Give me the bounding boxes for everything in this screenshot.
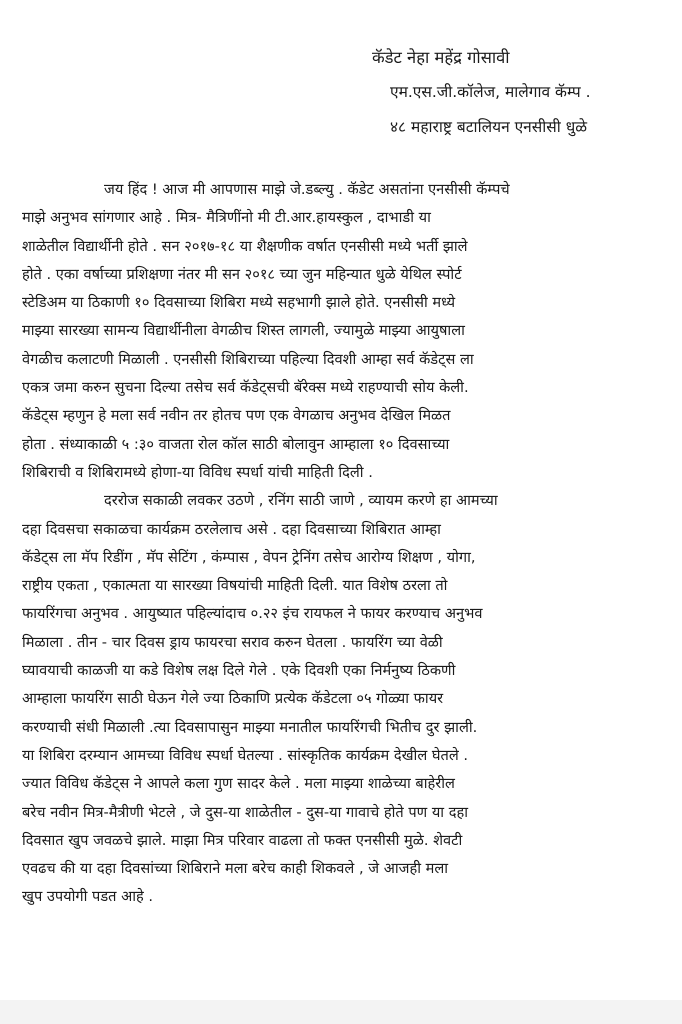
paragraph-line: कॅडेट्स ला मॅप रिडींग , मॅप सेटिंग , कंम्पास , वेपन ट्रेनिंग तसेच आरोग्य शिक्षण , योगा,	[22, 548, 476, 566]
author-name: कॅडेट नेहा महेंद्र गोसावी	[372, 48, 510, 67]
paragraph-line: फायरिंगचा अनुभव . आयुष्यात पहिल्यांदाच ०.२२ इंच रायफल ने फायर करण्याच अनुभव	[22, 605, 483, 623]
paragraph-line: जय हिंद ! आज मी आपणास माझे जे.डब्ल्यु . कॅडेट असतांना एनसीसी कॅम्पचे	[104, 181, 510, 198]
author-battalion: ४८ महाराष्ट्र बटालियन एनसीसी धुळे	[390, 118, 588, 136]
author-header	[372, 40, 672, 145]
paragraph-line: शिबिराची व शिबिरामध्ये होणा-या विविध स्पर्धा यांची माहिती दिली .	[22, 463, 373, 481]
author-college: एम.एस.जी.कॉलेज, मालेगाव कॅम्प .	[390, 83, 591, 101]
paragraph-line: दिवसात खुप जवळचे झाले. माझा मित्र परिवार वाढला तो फक्त एनसीसी मुळे. शेवटी	[22, 831, 463, 849]
paragraph-line: घ्यावयाची काळजी या कडे विशेष लक्ष दिले गेले . एके दिवशी एका निर्मनुष्य ठिकणी	[22, 662, 456, 680]
paragraph-line: दररोज सकाळी लवकर उठणे , रनिंग साठी जाणे , व्यायम करणे हा आमच्या	[104, 492, 498, 510]
paragraph-line: कॅडेट्स म्हणुन हे मला सर्व नवीन तर होतच पण एक वेगळाच अनुभव देखिल मिळत	[22, 407, 451, 425]
paragraph-line: करण्याची संधी मिळाली .त्या दिवसापासुन माझ्या मनातील फायरिंगची भितीच दुर झाली.	[22, 718, 478, 736]
paragraph-line: दहा दिवसचा सकाळचा कार्यक्रम ठरलेलाच असे . दहा दिवसाच्या शिबिरात आम्हा	[22, 520, 441, 538]
paragraph-line: मिळाला . तीन - चार दिवस ड्राय फायरचा सराव करुन घेतला . फायरिंग च्या वेळी	[22, 633, 443, 651]
paragraph-line: माझे अनुभव सांगणार आहे . मित्र- मैत्रिणींनो मी टी.आर.हायस्कुल , दाभाडी या	[22, 209, 431, 227]
paragraph-line: होता . संध्याकाळी ५ :३० वाजता रोल कॉल साठी बोलावुन आम्हाला १० दिवसाच्या	[22, 435, 450, 453]
essay-body	[22, 176, 662, 912]
paragraph-line: या शिबिरा दरम्यान आमच्या विविध स्पर्धा घेतल्या . सांस्कृतिक कार्यक्रम देखील घेतले .	[22, 746, 468, 764]
paragraph-line: शाळेतील विद्यार्थीनी होते . सन २०१७-१८ या शैक्षणीक वर्षात एनसीसी मध्ये भर्ती झाले	[22, 237, 468, 255]
paragraph-line: ज्यात विविध कॅडेट्स ने आपले कला गुण सादर केले . मला माझ्या शाळेच्या बाहेरील	[22, 775, 455, 793]
paragraph-line: होते . एका वर्षाच्या प्रशिक्षणा नंतर मी सन २०१८ च्या जुन महिन्यात धुळे येथिल स्पोर्ट	[22, 265, 462, 283]
paragraph-line: माझ्या सारख्या सामन्य विद्यार्थीनीला वेगळीच शिस्त लागली, ज्यामुळे माझ्या आयुषाला	[22, 322, 465, 340]
paragraph-line: एकत्र जमा करुन सुचना दिल्या तसेच सर्व कॅडेट्सची बॅरेक्स मध्ये राहण्याची सोय केली.	[22, 379, 469, 397]
paragraph-line: बरेच नवीन मित्र-मैत्रीणी भेटले , जे दुस-या शाळेतील - दुस-या गावाचे होते पण या दहा	[22, 803, 468, 821]
paragraph-line: राष्ट्रीय एकता , एकात्मता या सारख्या विषयांची माहिती दिली. यात विशेष ठरला तो	[22, 577, 448, 595]
paragraph-line: एवढच की या दहा दिवसांच्या शिबिराने मला बरेच काही शिकवले , जे आजही मला	[22, 860, 449, 878]
paragraph-line: स्टेडिअम या ठिकाणी १० दिवसाच्या शिबिरा मध्ये सहभागी झाले होते. एनसीसी मध्ये	[22, 294, 456, 312]
paragraph-line: खुप उपयोगी पडत आहे .	[22, 888, 154, 906]
page-bottom-margin	[0, 1000, 682, 1024]
paragraph-line: आम्हाला फायरिंग साठी घेऊन गेले ज्या ठिकाणि प्रत्येक कॅडेटला ०५ गोळ्या फायर	[22, 690, 444, 708]
paragraph-line: वेगळीच कलाटणी मिळाली . एनसीसी शिबिराच्या पहिल्या दिवशी आम्हा सर्व कॅडेट्स ला	[22, 350, 474, 368]
